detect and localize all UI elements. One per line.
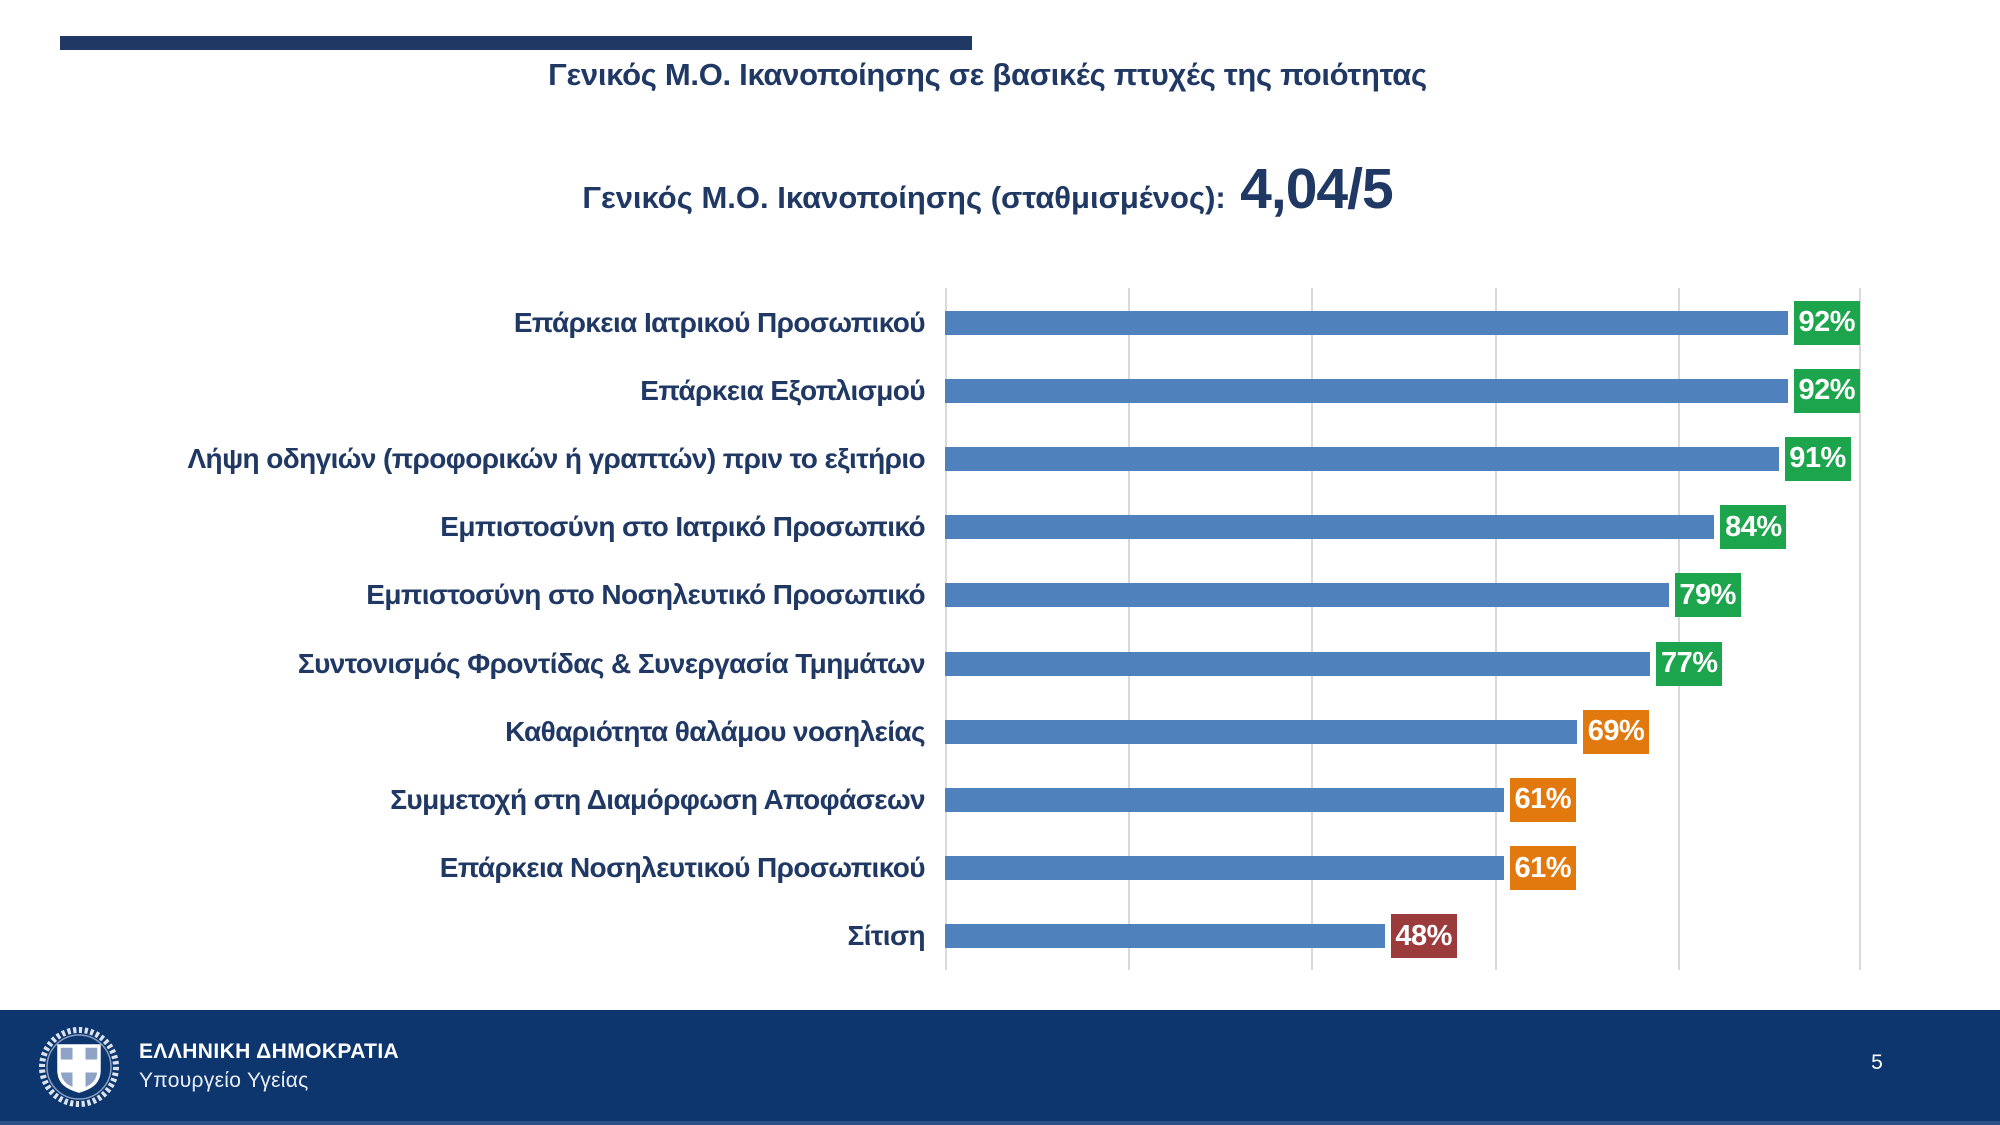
bar: [945, 856, 1504, 880]
category-label: Εμπιστοσύνη στο Ιατρικό Προσωπικό: [440, 511, 925, 543]
category-label: Εμπιστοσύνη στο Νοσηλευτικό Προσωπικό: [366, 579, 925, 611]
value-badge: 48%: [1391, 914, 1457, 958]
bar-row: [0, 697, 2000, 766]
category-label: Συντονισμός Φροντίδας & Συνεργασία Τμημάτων: [297, 647, 925, 679]
bar-row: [0, 356, 2000, 425]
bar-row: [0, 629, 2000, 698]
slide-subtitle: [0, 156, 1975, 222]
footer-org-unit: Υπουργείο Υγείας: [139, 1069, 309, 1092]
bar-row: [0, 288, 2000, 357]
subtitle-label: Γενικός Μ.Ο. Ικανοποίησης (σταθμισμένος):: [582, 180, 1226, 215]
value-badge: 91%: [1785, 437, 1851, 481]
greek-coat-of-arms-icon: [36, 1022, 122, 1112]
bar: [945, 515, 1714, 539]
page-number: 5: [1871, 1051, 1883, 1074]
value-badge: 79%: [1675, 573, 1741, 617]
bar: [945, 788, 1504, 812]
bar-row: [0, 834, 2000, 903]
bar: [945, 583, 1669, 607]
value-badge: 92%: [1794, 369, 1860, 413]
value-badge: 69%: [1583, 710, 1649, 754]
value-badge: 92%: [1794, 301, 1860, 345]
category-label: Επάρκεια Ιατρικού Προσωπικού: [513, 306, 925, 338]
bar: [945, 720, 1577, 744]
category-label: Λήψη οδηγιών (προφορικών ή γραπτών) πριν το εξιτήριο: [187, 442, 925, 474]
footer-band: [0, 1010, 2000, 1125]
bar-row: [0, 424, 2000, 493]
value-badge: 61%: [1510, 846, 1576, 890]
category-label: Επάρκεια Εξοπλισμού: [640, 374, 925, 406]
value-badge: 61%: [1510, 778, 1576, 822]
bar-row: [0, 561, 2000, 630]
bar-row: [0, 765, 2000, 834]
satisfaction-bar-chart: [0, 288, 2000, 970]
bar: [945, 447, 1779, 471]
footer-org-name: ΕΛΛΗΝΙΚΗ ΔΗΜΟΚΡΑΤΙΑ: [139, 1040, 400, 1063]
bar: [945, 924, 1385, 948]
top-accent-bar: [60, 36, 972, 50]
bar: [945, 311, 1788, 335]
bar-row: [0, 493, 2000, 562]
subtitle-value: 4,04/5: [1240, 157, 1393, 221]
bar: [945, 379, 1788, 403]
bar: [945, 652, 1650, 676]
value-badge: 84%: [1720, 505, 1786, 549]
value-badge: 77%: [1656, 642, 1722, 686]
slide-title: Γενικός Μ.Ο. Ικανοποίησης σε βασικές πτυχές της ποιότητας: [548, 57, 1427, 92]
category-label: Επάρκεια Νοσηλευτικού Προσωπικού: [439, 852, 925, 884]
category-label: Σίτιση: [847, 920, 925, 952]
category-label: Καθαριότητα θαλάμου νοσηλείας: [505, 715, 925, 747]
footer-bottom-edge: [0, 1121, 2000, 1125]
category-label: Συμμετοχή στη Διαμόρφωση Αποφάσεων: [390, 783, 925, 815]
bar-row: [0, 902, 2000, 971]
